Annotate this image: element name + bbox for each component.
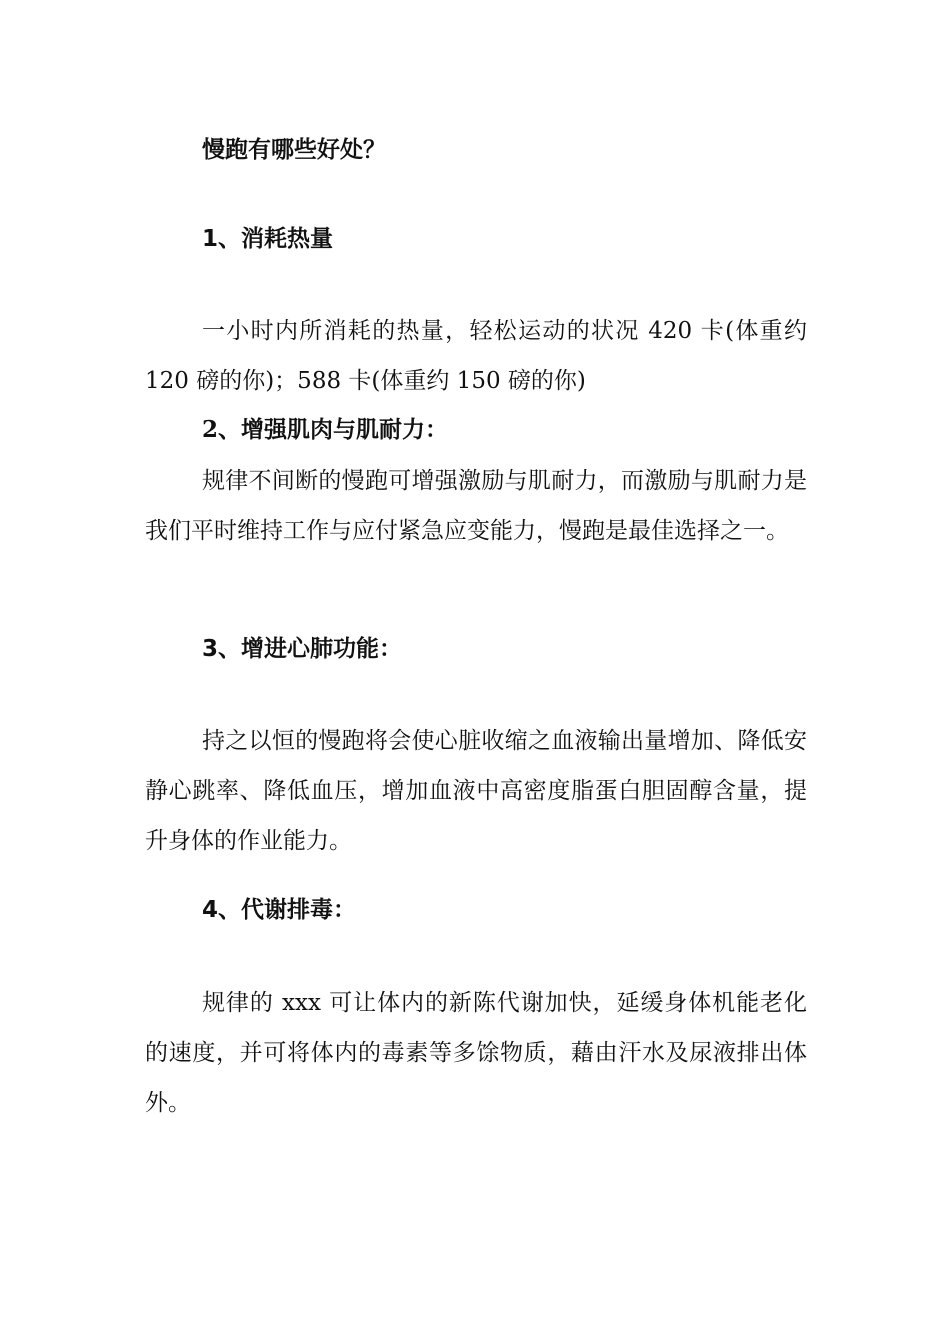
- section-3-body: 持之以恒的慢跑将会使心脏收缩之血液输出量增加、降低安静心跳率、降低血压，增加血液中高密度脂蛋白胆固醇含量，提升身体的作业能力。: [145, 728, 807, 854]
- section-4-body: 规律的 xxx 可让体内的新陈代谢加快，延缓身体机能老化的速度，并可将体内的毒素等多馀物质，藉由汗水及尿液排出体外。: [145, 990, 807, 1116]
- document-title: 慢跑有哪些好处？: [202, 137, 386, 163]
- section-4-heading: 4、代谢排毒：: [202, 897, 357, 923]
- section-1-body: 一小时内所消耗的热量，轻松运动的状况 420 卡(体重约 120 磅的你)；588 卡(体重约 150 磅的你): [145, 318, 807, 394]
- section-3-heading: 3、增进心肺功能：: [202, 636, 403, 662]
- section-2-body: 规律不间断的慢跑可增强激励与肌耐力，而激励与肌耐力是我们平时维持工作与应付紧急应变能力，慢跑是最佳选择之一。: [145, 468, 807, 544]
- document-page: [145, 0, 807, 1344]
- section-1-heading: 1、消耗热量: [202, 226, 334, 252]
- section-2-heading: [145, 413, 807, 447]
- section-2-heading-number: 2、: [202, 416, 242, 443]
- section-2-heading-text: 增强肌肉与肌耐力：: [241, 417, 449, 443]
